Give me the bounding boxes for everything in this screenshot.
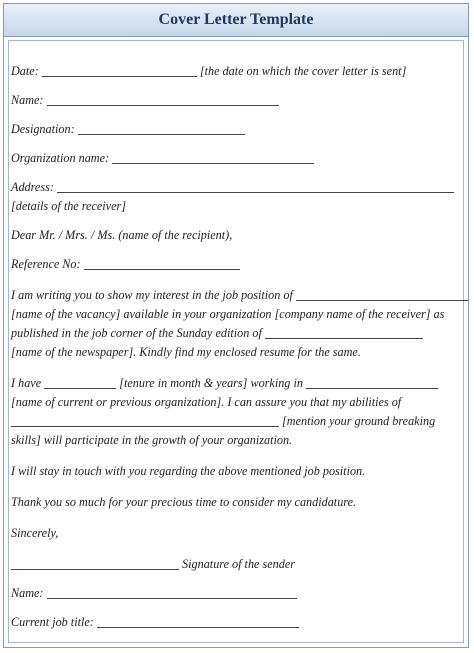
reference-label: Reference No: bbox=[11, 257, 81, 271]
paragraph-1-line-4: [name of the newspaper]. Kindly find my enclosed resume for the same. bbox=[11, 345, 361, 359]
job-title-label: Current job title: bbox=[11, 615, 94, 629]
paragraph-1-line-2: [name of the vacancy] available in your organization [company name of the receiver] as bbox=[11, 307, 445, 321]
date-hint: [the date on which the cover letter is sent] bbox=[199, 64, 407, 78]
job-title-field[interactable] bbox=[97, 615, 299, 628]
paragraph-2-line-4: skills] will participate in the growth of your organization. bbox=[11, 433, 293, 447]
reference-row bbox=[11, 255, 461, 274]
name-row bbox=[11, 91, 461, 110]
paragraph-3: I will stay in touch with you regarding the above mentioned job position. bbox=[11, 464, 366, 478]
job-title-row bbox=[11, 613, 461, 632]
paragraph-2-line-3 bbox=[11, 412, 461, 431]
name-field[interactable] bbox=[47, 93, 279, 106]
page-title: Cover Letter Template bbox=[4, 4, 468, 37]
organization-worked-field[interactable] bbox=[306, 376, 438, 389]
paragraph-1-text-1: I am writing you to show my interest in the job position of bbox=[11, 288, 293, 302]
organization-label: Organization name: bbox=[11, 151, 110, 165]
tenure-field[interactable] bbox=[44, 376, 116, 389]
receiver-details: [details of the receiver] bbox=[11, 199, 126, 213]
designation-field[interactable] bbox=[78, 122, 245, 135]
organization-field[interactable] bbox=[112, 151, 314, 164]
designation-row bbox=[11, 120, 461, 139]
name-label: Name: bbox=[11, 93, 44, 107]
address-field[interactable] bbox=[57, 180, 454, 193]
paragraph-4: Thank you so much for your precious time to consider my candidature. bbox=[11, 495, 357, 509]
signature-row bbox=[11, 555, 461, 574]
address-row bbox=[11, 178, 461, 197]
paragraph-1-text-3: published in the job corner of the Sunday edition of bbox=[11, 326, 262, 340]
designation-label: Designation: bbox=[11, 122, 75, 136]
footer-name-row bbox=[11, 584, 461, 603]
paragraph-2-text-1a: I have bbox=[11, 376, 42, 390]
closing: Sincerely, bbox=[11, 526, 59, 540]
abilities-field[interactable] bbox=[11, 414, 279, 427]
footer-name-field[interactable] bbox=[47, 586, 297, 599]
newspaper-field[interactable] bbox=[265, 326, 423, 339]
date-field[interactable] bbox=[42, 64, 197, 77]
salutation: Dear Mr. / Mrs. / Ms. (name of the recipient), bbox=[11, 228, 233, 242]
signature-label: Signature of the sender bbox=[182, 557, 295, 571]
paragraph-2-line-2: [name of current or previous organization]. I can assure you that my abilities of bbox=[11, 395, 402, 409]
paragraph-2-line-1 bbox=[11, 374, 461, 393]
paragraph-2-text-1b: [tenure in month & years] working in bbox=[119, 376, 303, 390]
organization-row bbox=[11, 149, 461, 168]
date-row bbox=[11, 62, 461, 81]
date-label: Date: bbox=[11, 64, 39, 78]
letter-body bbox=[11, 62, 461, 632]
job-position-field[interactable] bbox=[296, 288, 468, 301]
signature-field[interactable] bbox=[11, 557, 179, 570]
paragraph-1-line-3 bbox=[11, 324, 461, 343]
reference-field[interactable] bbox=[84, 257, 240, 270]
paragraph-1-line-1 bbox=[11, 286, 461, 305]
footer-name-label: Name: bbox=[11, 586, 44, 600]
paragraph-2-text-3: [mention your ground breaking bbox=[282, 414, 436, 428]
address-label: Address: bbox=[11, 180, 54, 194]
